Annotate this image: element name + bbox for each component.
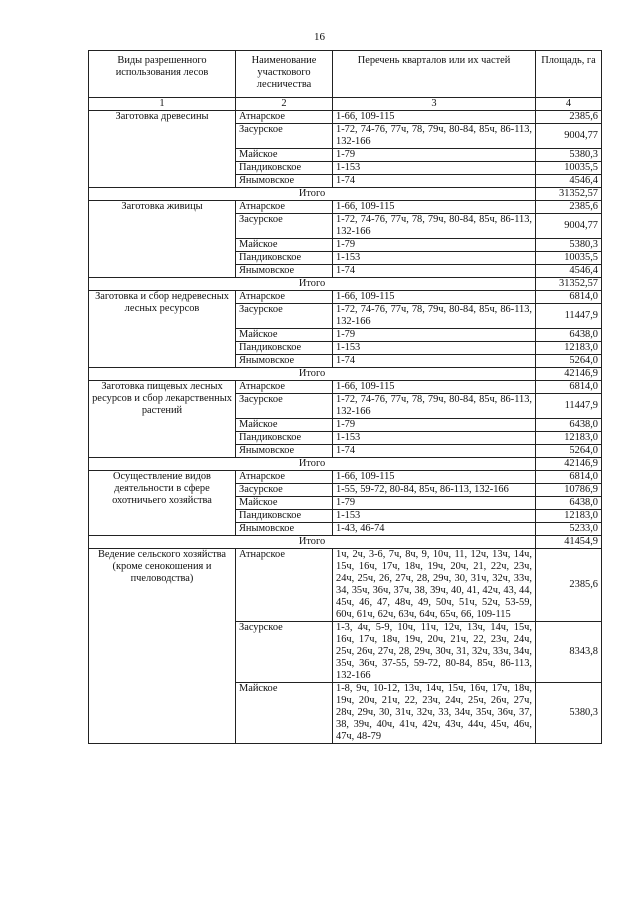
area-cell: 10035,5	[536, 252, 602, 265]
area-cell: 4546,4	[536, 175, 602, 188]
area-cell: 10786,9	[536, 484, 602, 497]
quarters-cell: 1-66, 109-115	[333, 381, 536, 394]
table-row	[89, 111, 602, 124]
forestry-cell: Янымовское	[236, 265, 333, 278]
header-forestry: Наименование участкового лесничества	[236, 51, 333, 98]
quarters-cell: 1-66, 109-115	[333, 111, 536, 124]
total-value: 31352,57	[536, 278, 602, 291]
total-row	[89, 278, 602, 291]
quarters-cell: 1-79	[333, 419, 536, 432]
quarters-cell: 1-72, 74-76, 77ч, 78, 79ч, 80-84, 85ч, 86-113, 132-166	[333, 124, 536, 149]
use-type-cell: Заготовка древесины	[89, 111, 236, 188]
table-row	[89, 381, 602, 394]
quarters-cell: 1-79	[333, 149, 536, 162]
area-cell: 12183,0	[536, 510, 602, 523]
area-cell: 5264,0	[536, 445, 602, 458]
area-cell: 6814,0	[536, 471, 602, 484]
forestry-cell: Засурское	[236, 394, 333, 419]
forestry-cell: Засурское	[236, 124, 333, 149]
forestry-cell: Майское	[236, 683, 333, 744]
forestry-cell: Атнарское	[236, 291, 333, 304]
area-cell: 6438,0	[536, 329, 602, 342]
total-row	[89, 188, 602, 201]
quarters-cell: 1-3, 4ч, 5-9, 10ч, 11ч, 12ч, 13ч, 14ч, 15ч, 16ч, 17ч, 18ч, 19ч, 20ч, 21ч, 22, 23ч, 24ч, 25ч, 26ч, 27ч, 28, 29ч, 30ч, 31, 32ч, 33ч, 34ч, 35ч, 36ч, 37-55, 59-72, 80-84, 85ч, 86-113, 132-166	[333, 622, 536, 683]
area-cell: 5380,3	[536, 149, 602, 162]
forestry-cell: Майское	[236, 419, 333, 432]
quarters-cell: 1-66, 109-115	[333, 471, 536, 484]
forestry-cell: Засурское	[236, 214, 333, 239]
quarters-cell: 1ч, 2ч, 3-6, 7ч, 8ч, 9, 10ч, 11, 12ч, 13ч, 14ч, 15ч, 16ч, 17ч, 18ч, 19ч, 20ч, 21, 22ч, 23ч, 24ч, 25ч, 26, 27ч, 28, 29ч, 30, 31ч, 32ч, 33ч, 34, 35ч, 36ч, 37ч, 38, 39ч, 40, 41, 42ч, 43, 44, 45ч, 46, 47, 48ч, 49, 50ч, 51ч, 52ч, 53-59, 60ч, 61ч, 62ч, 63ч, 64ч, 65ч, 66, 109-115	[333, 549, 536, 622]
total-label: Итого	[89, 278, 536, 291]
forestry-cell: Майское	[236, 497, 333, 510]
quarters-cell: 1-79	[333, 497, 536, 510]
total-value: 42146,9	[536, 368, 602, 381]
forestry-cell: Янымовское	[236, 355, 333, 368]
total-row	[89, 536, 602, 549]
total-label: Итого	[89, 536, 536, 549]
forestry-cell: Янымовское	[236, 523, 333, 536]
table-row	[89, 201, 602, 214]
quarters-cell: 1-153	[333, 162, 536, 175]
forestry-cell: Майское	[236, 329, 333, 342]
area-cell: 4546,4	[536, 265, 602, 278]
total-row	[89, 458, 602, 471]
quarters-cell: 1-74	[333, 355, 536, 368]
quarters-cell: 1-74	[333, 265, 536, 278]
forestry-cell: Атнарское	[236, 471, 333, 484]
area-cell: 5233,0	[536, 523, 602, 536]
use-type-cell: Заготовка пищевых лесных ресурсов и сбор лекарственных растений	[89, 381, 236, 458]
area-cell: 8343,8	[536, 622, 602, 683]
use-type-cell: Ведение сельского хозяйства (кроме сенокошения и пчеловодства)	[89, 549, 236, 744]
column-number: 1	[89, 98, 236, 111]
quarters-cell: 1-43, 46-74	[333, 523, 536, 536]
total-value: 31352,57	[536, 188, 602, 201]
forestry-cell: Янымовское	[236, 445, 333, 458]
forestry-cell: Майское	[236, 239, 333, 252]
page-number: 16	[314, 31, 325, 43]
quarters-cell: 1-74	[333, 445, 536, 458]
use-type-cell: Осуществление видов деятельности в сфере охотничьего хозяйства	[89, 471, 236, 536]
forestry-cell: Атнарское	[236, 549, 333, 622]
total-label: Итого	[89, 188, 536, 201]
area-cell: 5380,3	[536, 239, 602, 252]
area-cell: 5264,0	[536, 355, 602, 368]
forestry-cell: Засурское	[236, 622, 333, 683]
quarters-cell: 1-79	[333, 329, 536, 342]
quarters-cell: 1-8, 9ч, 10-12, 13ч, 14ч, 15ч, 16ч, 17ч, 18ч, 19ч, 20ч, 21ч, 22, 23ч, 24ч, 25ч, 26ч, 27ч, 28ч, 29ч, 30, 31ч, 32ч, 33, 34ч, 35ч, 36ч, 37, 38, 39ч, 40ч, 41ч, 42ч, 43ч, 44ч, 45ч, 46ч, 47ч, 48-79	[333, 683, 536, 744]
table-row	[89, 549, 602, 622]
area-cell: 2385,6	[536, 201, 602, 214]
quarters-cell: 1-66, 109-115	[333, 291, 536, 304]
forestry-cell: Засурское	[236, 484, 333, 497]
quarters-cell: 1-79	[333, 239, 536, 252]
column-numbers-row	[89, 98, 602, 111]
forestry-cell: Засурское	[236, 304, 333, 329]
area-cell: 6438,0	[536, 497, 602, 510]
quarters-cell: 1-66, 109-115	[333, 201, 536, 214]
forestry-cell: Атнарское	[236, 201, 333, 214]
land-use-table	[88, 50, 602, 744]
quarters-cell: 1-72, 74-76, 77ч, 78, 79ч, 80-84, 85ч, 86-113, 132-166	[333, 394, 536, 419]
column-number: 2	[236, 98, 333, 111]
quarters-cell: 1-72, 74-76, 77ч, 78, 79ч, 80-84, 85ч, 86-113, 132-166	[333, 304, 536, 329]
area-cell: 10035,5	[536, 162, 602, 175]
table-row	[89, 291, 602, 304]
forestry-cell: Атнарское	[236, 111, 333, 124]
total-label: Итого	[89, 368, 536, 381]
area-cell: 9004,77	[536, 214, 602, 239]
use-type-cell: Заготовка живицы	[89, 201, 236, 278]
forestry-cell: Пандиковское	[236, 510, 333, 523]
quarters-cell: 1-153	[333, 432, 536, 445]
table-header-row	[89, 51, 602, 98]
quarters-cell: 1-153	[333, 252, 536, 265]
forestry-cell: Пандиковское	[236, 162, 333, 175]
area-cell: 9004,77	[536, 124, 602, 149]
total-row	[89, 368, 602, 381]
area-cell: 2385,6	[536, 111, 602, 124]
area-cell: 11447,9	[536, 394, 602, 419]
forestry-cell: Майское	[236, 149, 333, 162]
area-cell: 6814,0	[536, 291, 602, 304]
quarters-cell: 1-72, 74-76, 77ч, 78, 79ч, 80-84, 85ч, 86-113, 132-166	[333, 214, 536, 239]
quarters-cell: 1-153	[333, 342, 536, 355]
area-cell: 6438,0	[536, 419, 602, 432]
use-type-cell: Заготовка и сбор недревесных лесных ресурсов	[89, 291, 236, 368]
area-cell: 2385,6	[536, 549, 602, 622]
area-cell: 12183,0	[536, 432, 602, 445]
total-label: Итого	[89, 458, 536, 471]
header-area: Площадь, га	[536, 51, 602, 98]
forestry-cell: Атнарское	[236, 381, 333, 394]
total-value: 42146,9	[536, 458, 602, 471]
quarters-cell: 1-153	[333, 510, 536, 523]
table-row	[89, 471, 602, 484]
area-cell: 12183,0	[536, 342, 602, 355]
area-cell: 5380,3	[536, 683, 602, 744]
quarters-cell: 1-74	[333, 175, 536, 188]
header-quarters: Перечень кварталов или их частей	[333, 51, 536, 98]
forestry-cell: Пандиковское	[236, 342, 333, 355]
column-number: 4	[536, 98, 602, 111]
forestry-cell: Пандиковское	[236, 252, 333, 265]
header-use-type: Виды разрешенного использования лесов	[89, 51, 236, 98]
forestry-cell: Пандиковское	[236, 432, 333, 445]
quarters-cell: 1-55, 59-72, 80-84, 85ч, 86-113, 132-166	[333, 484, 536, 497]
forestry-cell: Янымовское	[236, 175, 333, 188]
area-cell: 6814,0	[536, 381, 602, 394]
total-value: 41454,9	[536, 536, 602, 549]
column-number: 3	[333, 98, 536, 111]
area-cell: 11447,9	[536, 304, 602, 329]
